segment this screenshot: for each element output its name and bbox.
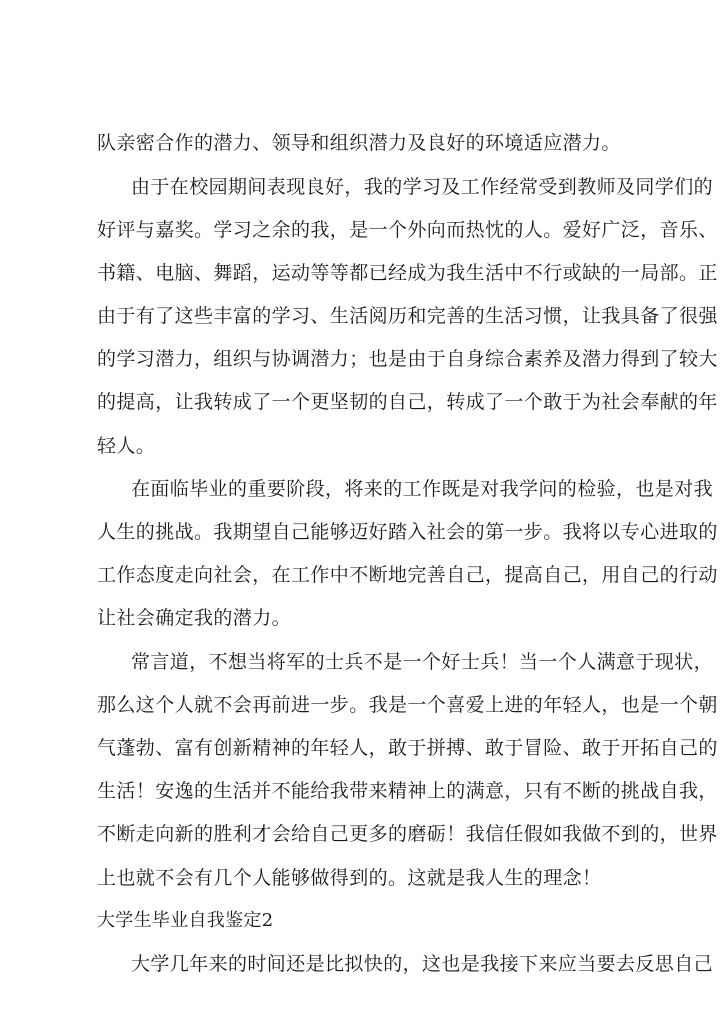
paragraph-line: 书籍、电脑、舞蹈，运动等等都已经成为我生活中不行或缺的一局部。正 — [97, 262, 718, 284]
paragraph-line: 队亲密合作的潜力、领导和组织潜力及良好的环境适应潜力。 — [97, 132, 621, 154]
paragraph-line: 大学几年来的时间还是比拟快的，这也是我接下来应当要去反思自己 — [131, 953, 714, 975]
paragraph-line: 人生的挑战。我期望自己能够迈好踏入社会的第一步。我将以专心进取的 — [97, 521, 718, 543]
section-heading: 大学生毕业自我鉴定2 — [97, 910, 274, 931]
paragraph-line: 不断走向新的胜利才会给自己更多的磨砺！我信任假如我做不到的，世界 — [97, 823, 718, 845]
paragraph-line: 上也就不会有几个人能够做得到的。这就是我人生的理念！ — [97, 867, 602, 889]
paragraph-line: 让社会确定我的潜力。 — [97, 607, 292, 629]
paragraph-line: 在面临毕业的重要阶段，将来的工作既是对我学问的检验，也是对我 — [131, 478, 714, 500]
paragraph-line: 常言道，不想当将军的士兵不是一个好士兵！当一个人满意于现状， — [131, 651, 714, 673]
paragraph-line: 工作态度走向社会，在工作中不断地完善自己，提高自己，用自己的行动 — [97, 564, 718, 586]
paragraph-line: 的提高，让我转成了一个更坚韧的自己，转成了一个敢于为社会奉献的年 — [97, 391, 718, 413]
paragraph-line: 的学习潜力，组织与协调潜力；也是由于自身综合素养及潜力得到了较大 — [97, 348, 718, 370]
paragraph-line: 生活！安逸的生活并不能给我带来精神上的满意，只有不断的挑战自我， — [97, 780, 718, 802]
paragraph-line: 那么这个人就不会再前进一步。我是一个喜爱上进的年轻人，也是一个朝 — [97, 694, 718, 716]
paragraph-line: 好评与嘉奖。学习之余的我，是一个外向而热忱的人。爱好广泛，音乐、 — [97, 219, 718, 241]
paragraph-line: 气蓬勃、富有创新精神的年轻人，敢于拼搏、敢于冒险、敢于开拓自己的 — [97, 737, 718, 759]
paragraph-line: 由于在校园期间表现良好，我的学习及工作经常受到教师及同学们的 — [131, 176, 714, 198]
paragraph-line: 轻人。 — [97, 435, 156, 457]
paragraph-line: 由于有了这些丰富的学习、生活阅历和完善的生活习惯，让我具备了很强 — [97, 305, 718, 327]
